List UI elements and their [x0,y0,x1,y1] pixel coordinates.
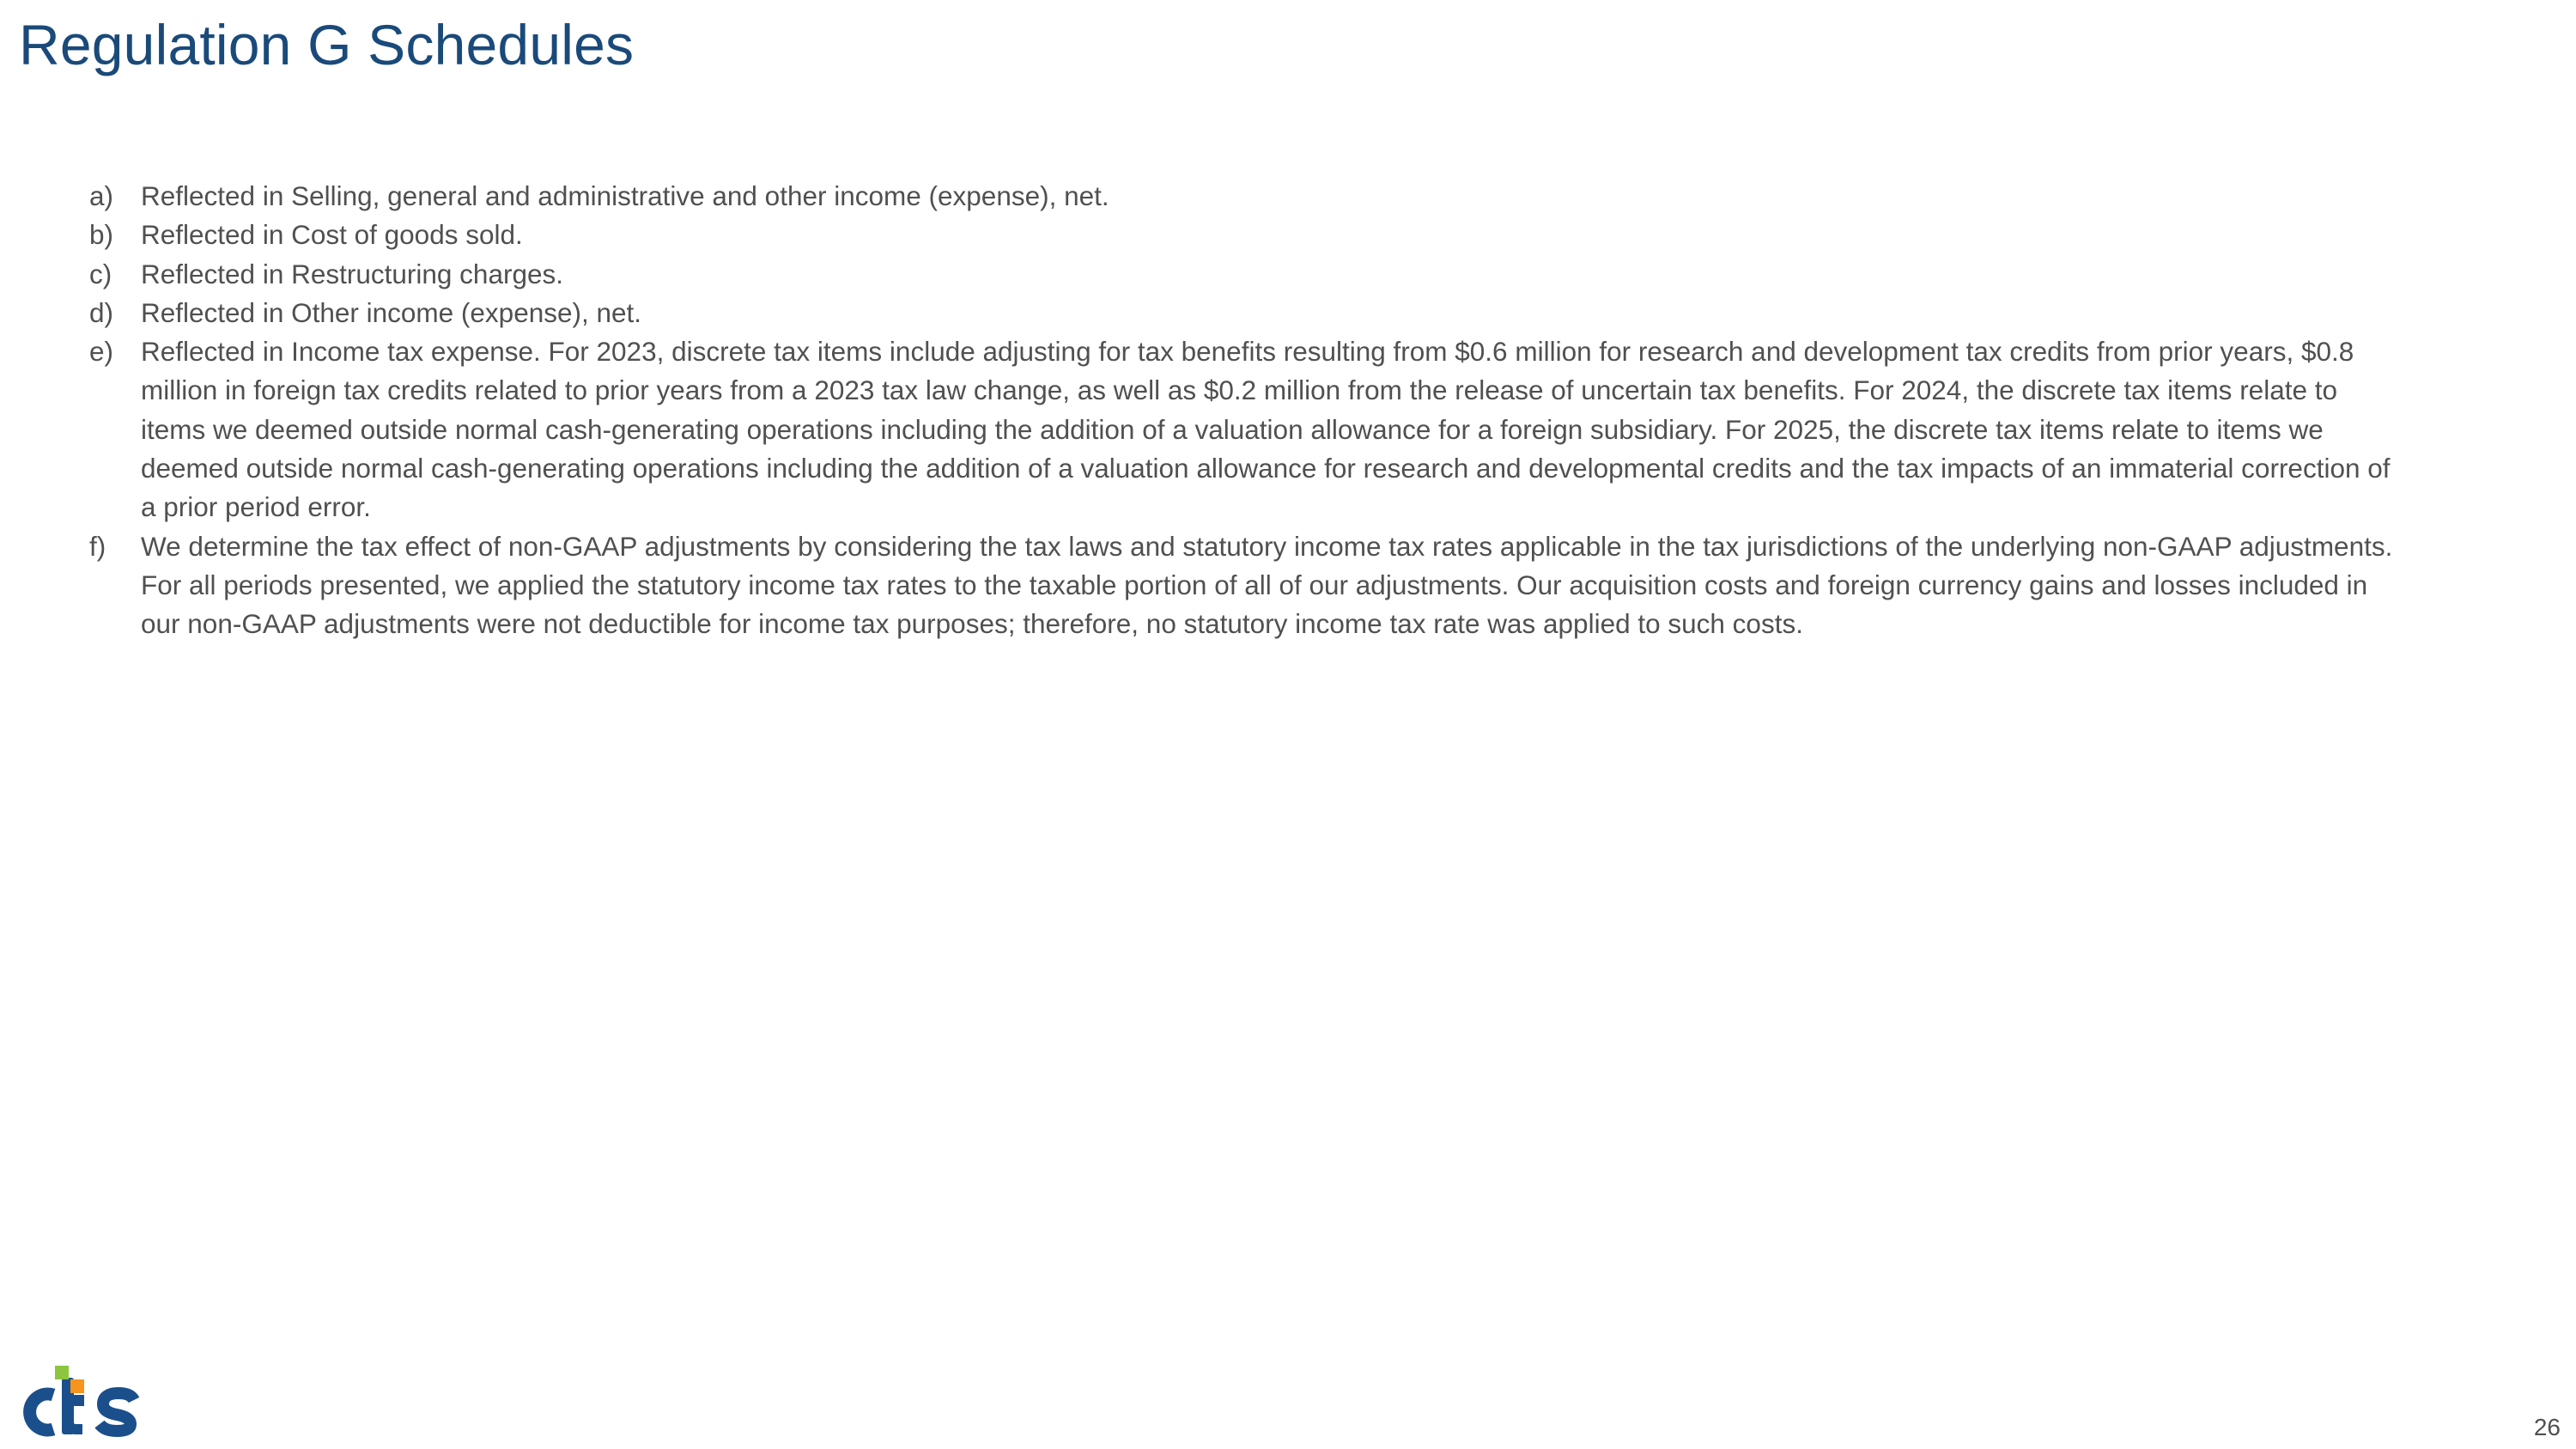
footnote-c [89,255,2408,294]
footnote-text: We determine the tax effect of non-GAAP adjustments by considering the tax laws and statutory income tax rates applicable in the tax jurisdictions of the underlying non-GAAP adjustments. For all periods presented, we applied the statutory income tax rates to the taxable portion of all of our adjustments. Our acquisition costs and foreign currency gains and losses included in our non-GAAP adjustments were not deductible for income tax purposes; therefore, no statutory income tax rate was applied to such costs. [141,530,2393,640]
footnote-e [89,332,2408,527]
footnote-marker: e) [89,336,114,368]
footnote-text: Reflected in Selling, general and administrative and other income (expense), net. [141,180,1109,211]
page-number: 26 [2533,1414,2561,1440]
footnote-text: Reflected in Restructuring charges. [141,258,563,289]
footnote-d [89,294,2408,332]
footnote-f [89,527,2408,644]
footnote-text: Reflected in Cost of goods sold. [141,219,523,251]
footnote-marker: b) [89,219,114,251]
footnote-marker: d) [89,296,114,328]
footnote-text: Reflected in Income tax expense. For 2023, discrete tax items include adjusting for tax benefits resulting from $0.6 million for research and development tax credits from prior years, $0.8 million in foreign tax credits related to prior years from a 2023 tax law change, as well as $0.2 million from the release of uncertain tax benefits. For 2024, the discrete tax items relate to items we deemed outside normal cash-generating operations including the addition of a valuation allowance for a foreign subsidiary. For 2025, the discrete tax items relate to items we deemed outside normal cash-generating operations including the addition of a valuation allowance for research and developmental credits and the tax impacts of an immaterial correction of a prior period error. [141,336,2391,523]
footnote-marker: a) [89,180,114,211]
footnote-marker: f) [89,530,106,562]
cts-logo-icon [14,1361,151,1440]
footnote-a [89,177,2408,216]
slide-title: Regulation G Schedules [19,13,635,76]
footnote-b [89,216,2408,254]
footnotes-list [89,177,2408,644]
footnote-marker: c) [89,258,112,289]
footnote-text: Reflected in Other income (expense), net. [141,296,642,328]
